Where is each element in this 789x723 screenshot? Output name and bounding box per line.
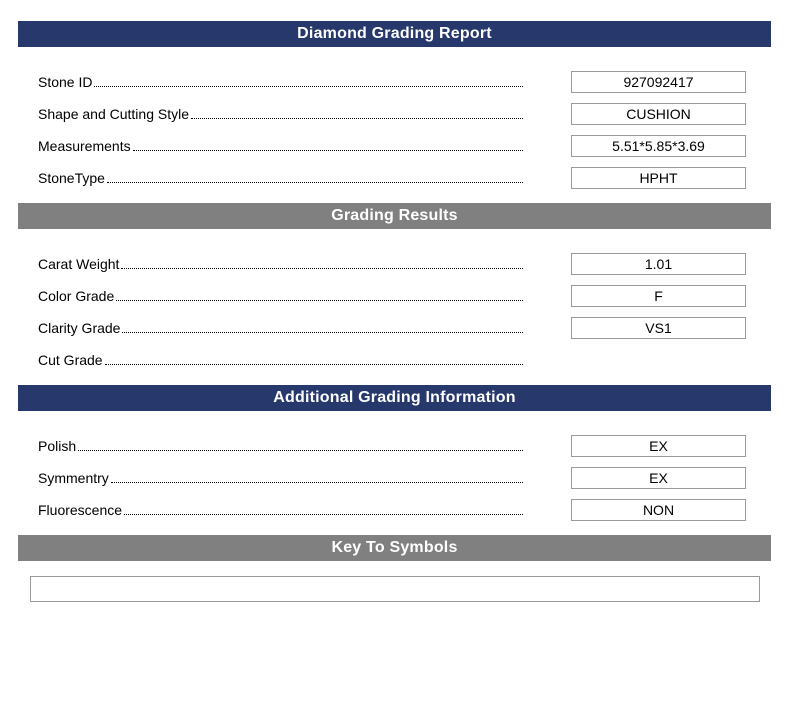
value-box — [571, 71, 746, 93]
row-label: Polish — [38, 438, 77, 454]
row-value: 5.51*5.85*3.69 — [612, 138, 705, 154]
dotted-leader — [107, 182, 523, 183]
value-box — [571, 253, 746, 275]
report-title-bar: Diamond Grading Report — [18, 21, 771, 47]
row-measurements — [38, 135, 746, 157]
row-color-grade — [38, 285, 746, 307]
value-box — [571, 103, 746, 125]
row-label: Color Grade — [38, 288, 115, 304]
value-box — [571, 499, 746, 521]
value-box — [571, 135, 746, 157]
key-to-symbols-bar: Key To Symbols — [18, 535, 771, 561]
dotted-leader — [116, 300, 523, 301]
value-box — [571, 435, 746, 457]
row-label: Symmentry — [38, 470, 109, 486]
value-box — [571, 167, 746, 189]
row-value: EX — [649, 438, 668, 454]
row-value: 927092417 — [623, 74, 694, 90]
dotted-leader — [121, 268, 523, 269]
dotted-leader — [94, 86, 523, 87]
row-value: F — [654, 288, 663, 304]
additional-info-bar: Additional Grading Information — [18, 385, 771, 411]
dotted-leader — [122, 332, 523, 333]
row-stone-type — [38, 167, 746, 189]
row-label: Measurements — [38, 138, 131, 154]
dotted-leader — [78, 450, 523, 451]
dotted-leader — [191, 118, 523, 119]
row-cut-grade — [38, 349, 746, 371]
row-value: 1.01 — [644, 256, 673, 272]
row-label: Cut Grade — [38, 352, 103, 368]
row-value: CUSHION — [626, 106, 691, 122]
identification-section — [0, 47, 789, 203]
row-fluorescence — [38, 499, 746, 521]
row-label: Clarity Grade — [38, 320, 121, 336]
row-value: NON — [642, 502, 675, 518]
row-label: StoneType — [38, 170, 105, 186]
value-box — [571, 467, 746, 489]
row-label: Fluorescence — [38, 502, 123, 518]
grading-results-section — [0, 229, 789, 385]
row-label: Carat Weight — [38, 256, 120, 272]
value-box — [571, 285, 746, 307]
row-clarity-grade — [38, 317, 746, 339]
key-to-symbols-box — [30, 576, 760, 602]
row-shape-cutting-style — [38, 103, 746, 125]
row-polish — [38, 435, 746, 457]
dotted-leader — [111, 482, 523, 483]
row-value: VS1 — [645, 320, 672, 336]
row-symmetry — [38, 467, 746, 489]
row-stone-id — [38, 71, 746, 93]
row-label: Shape and Cutting Style — [38, 106, 189, 122]
row-value: EX — [649, 470, 668, 486]
value-box — [571, 317, 746, 339]
row-label: Stone ID — [38, 74, 93, 90]
additional-info-section — [0, 411, 789, 535]
grading-results-bar: Grading Results — [18, 203, 771, 229]
dotted-leader — [105, 364, 523, 365]
dotted-leader — [124, 514, 523, 515]
row-value: HPHT — [639, 170, 678, 186]
dotted-leader — [133, 150, 523, 151]
row-carat-weight — [38, 253, 746, 275]
